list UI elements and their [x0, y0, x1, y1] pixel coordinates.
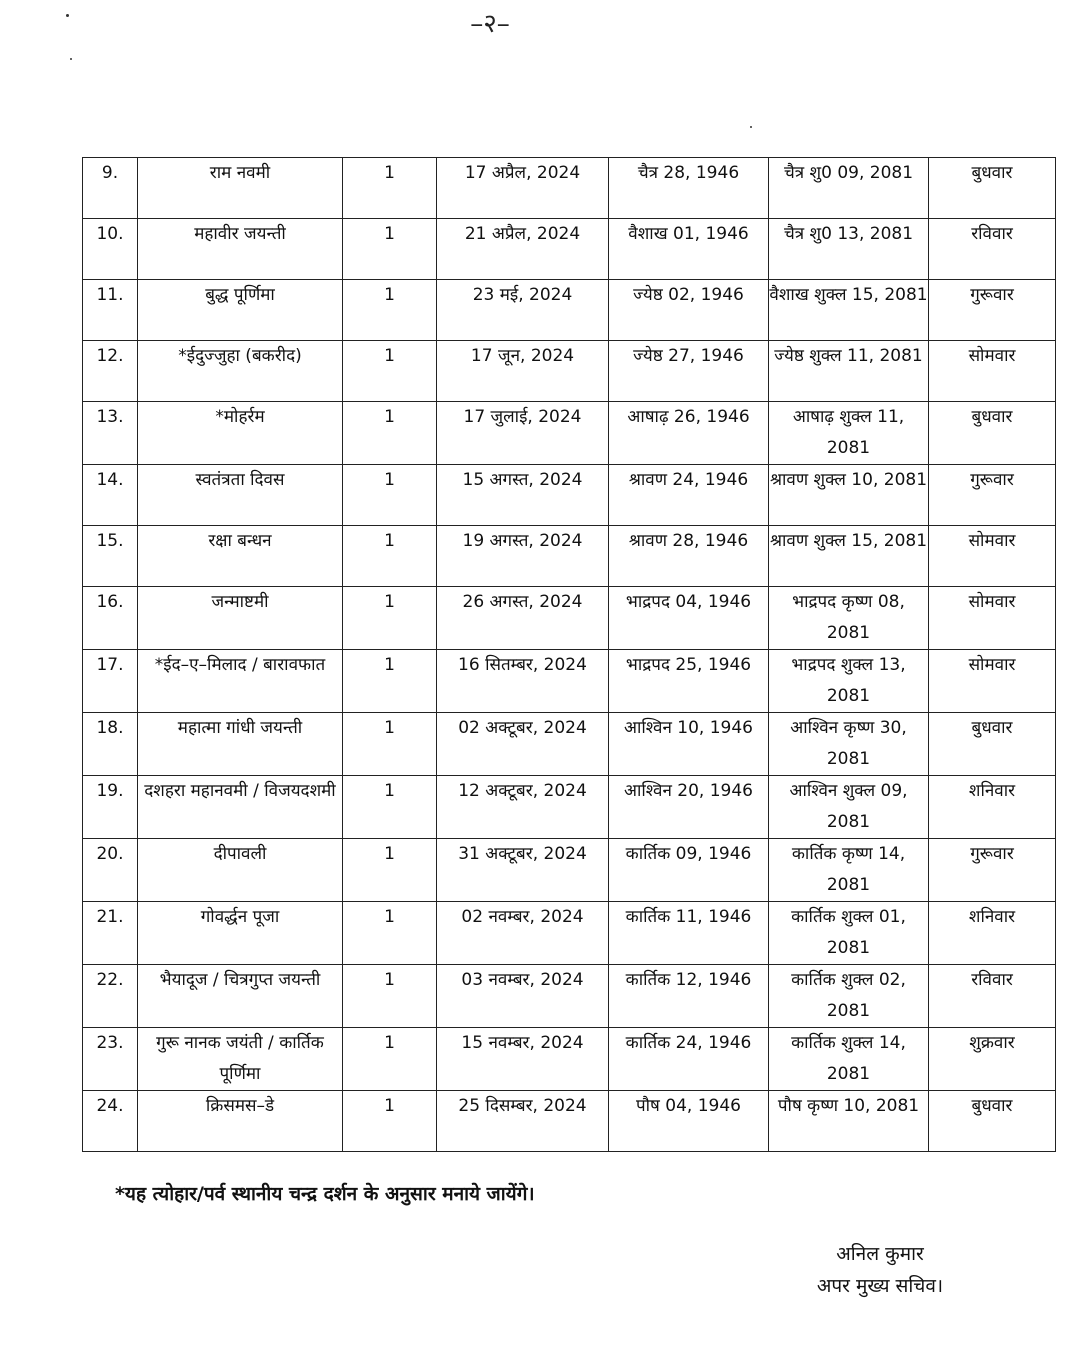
serial-number-cell: 12. — [83, 341, 138, 402]
holiday-name-cell: स्वतंत्रता दिवस — [138, 465, 343, 526]
days-count-cell: 1 — [343, 280, 437, 341]
saka-date-cell: चैत्र 28, 1946 — [609, 158, 769, 219]
saka-date-cell: कार्तिक 24, 1946 — [609, 1028, 769, 1091]
table-row — [83, 839, 1056, 902]
holiday-name-cell: महावीर जयन्ती — [138, 219, 343, 280]
table-row — [83, 526, 1056, 587]
holiday-name-cell: *ईदुज्जुहा (बकरीद) — [138, 341, 343, 402]
weekday-cell: बुधवार — [929, 1091, 1056, 1152]
days-count-cell: 1 — [343, 341, 437, 402]
serial-number-cell: 14. — [83, 465, 138, 526]
date-cell: 02 अक्टूबर, 2024 — [437, 713, 609, 776]
date-cell: 17 जून, 2024 — [437, 341, 609, 402]
saka-date-cell: आश्विन 20, 1946 — [609, 776, 769, 839]
date-cell: 21 अप्रैल, 2024 — [437, 219, 609, 280]
serial-number-cell: 10. — [83, 219, 138, 280]
date-cell: 17 अप्रैल, 2024 — [437, 158, 609, 219]
holiday-name-cell: भैयादूज / चित्रगुप्त जयन्ती — [138, 965, 343, 1028]
vikram-date-cell: भाद्रपद शुक्ल 13, 2081 — [769, 650, 929, 713]
weekday-cell: सोमवार — [929, 650, 1056, 713]
scan-speck — [70, 58, 72, 60]
vikram-date-cell: आश्विन शुक्ल 09, 2081 — [769, 776, 929, 839]
weekday-cell: गुरूवार — [929, 280, 1056, 341]
saka-date-cell: कार्तिक 12, 1946 — [609, 965, 769, 1028]
weekday-cell: शनिवार — [929, 776, 1056, 839]
table-row — [83, 902, 1056, 965]
serial-number-cell: 13. — [83, 402, 138, 465]
vikram-date-cell: कार्तिक कृष्ण 14, 2081 — [769, 839, 929, 902]
vikram-date-cell: चैत्र शु0 09, 2081 — [769, 158, 929, 219]
serial-number-cell: 18. — [83, 713, 138, 776]
table-row — [83, 1091, 1056, 1152]
days-count-cell: 1 — [343, 219, 437, 280]
date-cell: 19 अगस्त, 2024 — [437, 526, 609, 587]
saka-date-cell: आषाढ़ 26, 1946 — [609, 402, 769, 465]
holiday-rows — [83, 158, 1056, 1152]
days-count-cell: 1 — [343, 158, 437, 219]
weekday-cell: रविवार — [929, 219, 1056, 280]
table-row — [83, 465, 1056, 526]
serial-number-cell: 23. — [83, 1028, 138, 1091]
weekday-cell: सोमवार — [929, 587, 1056, 650]
weekday-cell: सोमवार — [929, 341, 1056, 402]
saka-date-cell: वैशाख 01, 1946 — [609, 219, 769, 280]
weekday-cell: गुरूवार — [929, 465, 1056, 526]
date-cell: 12 अक्टूबर, 2024 — [437, 776, 609, 839]
holiday-name-cell: *मोहर्रम — [138, 402, 343, 465]
days-count-cell: 1 — [343, 776, 437, 839]
serial-number-cell: 16. — [83, 587, 138, 650]
days-count-cell: 1 — [343, 650, 437, 713]
saka-date-cell: ज्येष्ठ 02, 1946 — [609, 280, 769, 341]
days-count-cell: 1 — [343, 713, 437, 776]
scan-speck — [750, 126, 752, 128]
date-cell: 17 जुलाई, 2024 — [437, 402, 609, 465]
holiday-name-cell: गुरू नानक जयंती / कार्तिक पूर्णिमा — [138, 1028, 343, 1091]
table-row — [83, 402, 1056, 465]
vikram-date-cell: पौष कृष्ण 10, 2081 — [769, 1091, 929, 1152]
vikram-date-cell: वैशाख शुक्ल 15, 2081 — [769, 280, 929, 341]
holiday-name-cell: क्रिसमस–डे — [138, 1091, 343, 1152]
days-count-cell: 1 — [343, 402, 437, 465]
footnote: *यह त्योहार/पर्व स्थानीय चन्द्र दर्शन के अनुसार मनाये जायेंगे। — [115, 1183, 535, 1205]
table-row — [83, 219, 1056, 280]
holiday-name-cell: बुद्ध पूर्णिमा — [138, 280, 343, 341]
vikram-date-cell: ज्येष्ठ शुक्ल 11, 2081 — [769, 341, 929, 402]
vikram-date-cell: श्रावण शुक्ल 10, 2081 — [769, 465, 929, 526]
days-count-cell: 1 — [343, 902, 437, 965]
weekday-cell: सोमवार — [929, 526, 1056, 587]
date-cell: 15 नवम्बर, 2024 — [437, 1028, 609, 1091]
date-cell: 16 सितम्बर, 2024 — [437, 650, 609, 713]
holiday-name-cell: दशहरा महानवमी / विजयदशमी — [138, 776, 343, 839]
signatory-name: अनिल कुमार — [836, 1243, 924, 1265]
saka-date-cell: भाद्रपद 04, 1946 — [609, 587, 769, 650]
serial-number-cell: 19. — [83, 776, 138, 839]
saka-date-cell: श्रावण 24, 1946 — [609, 465, 769, 526]
saka-date-cell: कार्तिक 09, 1946 — [609, 839, 769, 902]
table-row — [83, 587, 1056, 650]
holiday-name-cell: राम नवमी — [138, 158, 343, 219]
holiday-table — [82, 157, 1056, 1152]
table-row — [83, 158, 1056, 219]
holiday-name-cell: महात्मा गांधी जयन्ती — [138, 713, 343, 776]
serial-number-cell: 17. — [83, 650, 138, 713]
vikram-date-cell: कार्तिक शुक्ल 01, 2081 — [769, 902, 929, 965]
days-count-cell: 1 — [343, 587, 437, 650]
date-cell: 23 मई, 2024 — [437, 280, 609, 341]
vikram-date-cell: आश्विन कृष्ण 30, 2081 — [769, 713, 929, 776]
days-count-cell: 1 — [343, 1028, 437, 1091]
vikram-date-cell: श्रावण शुक्ल 15, 2081 — [769, 526, 929, 587]
days-count-cell: 1 — [343, 965, 437, 1028]
weekday-cell: रविवार — [929, 965, 1056, 1028]
date-cell: 25 दिसम्बर, 2024 — [437, 1091, 609, 1152]
vikram-date-cell: आषाढ़ शुक्ल 11, 2081 — [769, 402, 929, 465]
serial-number-cell: 9. — [83, 158, 138, 219]
signature-block — [780, 1238, 980, 1302]
serial-number-cell: 11. — [83, 280, 138, 341]
serial-number-cell: 22. — [83, 965, 138, 1028]
weekday-cell: शुक्रवार — [929, 1028, 1056, 1091]
serial-number-cell: 21. — [83, 902, 138, 965]
signatory-designation: अपर मुख्य सचिव। — [816, 1275, 944, 1297]
saka-date-cell: आश्विन 10, 1946 — [609, 713, 769, 776]
weekday-cell: गुरूवार — [929, 839, 1056, 902]
saka-date-cell: पौष 04, 1946 — [609, 1091, 769, 1152]
date-cell: 02 नवम्बर, 2024 — [437, 902, 609, 965]
date-cell: 03 नवम्बर, 2024 — [437, 965, 609, 1028]
vikram-date-cell: कार्तिक शुक्ल 02, 2081 — [769, 965, 929, 1028]
saka-date-cell: ज्येष्ठ 27, 1946 — [609, 341, 769, 402]
table-row — [83, 713, 1056, 776]
serial-number-cell: 24. — [83, 1091, 138, 1152]
page-number: –२– — [470, 9, 510, 39]
saka-date-cell: कार्तिक 11, 1946 — [609, 902, 769, 965]
weekday-cell: बुधवार — [929, 158, 1056, 219]
holiday-name-cell: *ईद–ए–मिलाद / बारावफात — [138, 650, 343, 713]
weekday-cell: शनिवार — [929, 902, 1056, 965]
scan-speck — [66, 14, 69, 17]
table-row — [83, 341, 1056, 402]
weekday-cell: बुधवार — [929, 713, 1056, 776]
vikram-date-cell: कार्तिक शुक्ल 14, 2081 — [769, 1028, 929, 1091]
table-row — [83, 280, 1056, 341]
saka-date-cell: भाद्रपद 25, 1946 — [609, 650, 769, 713]
saka-date-cell: श्रावण 28, 1946 — [609, 526, 769, 587]
date-cell: 31 अक्टूबर, 2024 — [437, 839, 609, 902]
days-count-cell: 1 — [343, 465, 437, 526]
table-row — [83, 650, 1056, 713]
holiday-name-cell: जन्माष्टमी — [138, 587, 343, 650]
table-row — [83, 965, 1056, 1028]
weekday-cell: बुधवार — [929, 402, 1056, 465]
serial-number-cell: 20. — [83, 839, 138, 902]
date-cell: 15 अगस्त, 2024 — [437, 465, 609, 526]
serial-number-cell: 15. — [83, 526, 138, 587]
date-cell: 26 अगस्त, 2024 — [437, 587, 609, 650]
vikram-date-cell: भाद्रपद कृष्ण 08, 2081 — [769, 587, 929, 650]
days-count-cell: 1 — [343, 526, 437, 587]
holiday-name-cell: गोवर्द्धन पूजा — [138, 902, 343, 965]
vikram-date-cell: चैत्र शु0 13, 2081 — [769, 219, 929, 280]
days-count-cell: 1 — [343, 839, 437, 902]
days-count-cell: 1 — [343, 1091, 437, 1152]
holiday-name-cell: रक्षा बन्धन — [138, 526, 343, 587]
holiday-name-cell: दीपावली — [138, 839, 343, 902]
table-row — [83, 776, 1056, 839]
table-row — [83, 1028, 1056, 1091]
